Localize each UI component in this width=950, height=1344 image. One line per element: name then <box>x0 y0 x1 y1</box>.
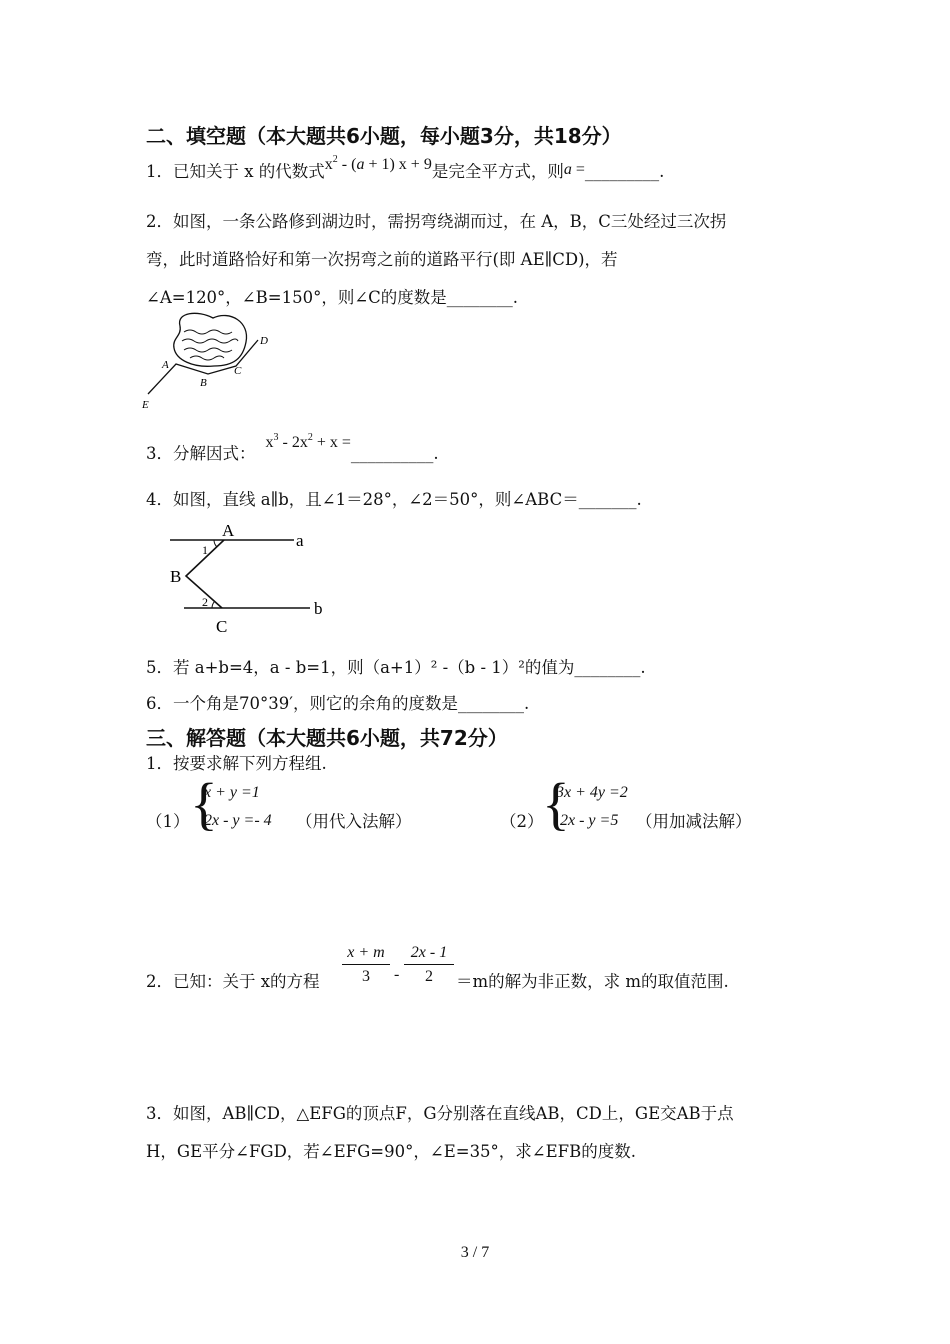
q2-1-expression: $x^2 - (a + 1) x + 9$ <box>324 154 432 173</box>
s3-q1-part1-method: （用代入法解） <box>296 812 412 831</box>
s3-q1-part2-label: （2） <box>500 812 544 831</box>
parallel-lines-figure <box>166 516 336 640</box>
lake-wave-1 <box>184 330 232 334</box>
q2-2-line1: 2．如图，一条公路修到湖边时，需拐弯绕湖而过，在 A，B，C三处经过三次拐 <box>146 212 727 231</box>
system-2-brace: { <box>542 771 570 836</box>
label-e: E <box>142 399 149 411</box>
lake-wave-3 <box>184 348 232 352</box>
q2-4-text: 4．如图，直线 a∥b，且∠1＝28°，∠2＝50°，则∠ABC＝_______. <box>146 490 642 509</box>
page-number: 3 / 7 <box>460 1244 490 1261</box>
lake-wave-2 <box>182 339 238 343</box>
q2-3-expression: $x^3 - 2x^2 + x$ = <box>265 432 351 451</box>
fraction-1: $\frac{x + m}{3}$ <box>342 942 390 989</box>
label-d: D <box>260 335 268 347</box>
q2-1: 1．已知关于 x 的代数式$x^2 - (a + 1) x + 9$是完全平方式，则a =_________. <box>146 154 665 181</box>
system-1-eq1: x + y =1 <box>204 784 260 801</box>
s3-q1-part1-label: （1） <box>146 812 190 831</box>
q2-1-number: 1． <box>146 162 173 181</box>
q2-3 <box>146 432 439 464</box>
q2-1-text-a: 已知关于 x 的代数式 <box>173 162 325 181</box>
lake-road-figure <box>138 308 278 414</box>
lake-wave-4 <box>190 356 224 360</box>
s3-q1-part2-method: （用加减法解） <box>636 812 752 831</box>
s3-q3-line1: 3．如图，AB∥CD，△EFG的顶点F，G分别落在直线AB，CD上，GE交AB于点 <box>146 1104 734 1123</box>
s3-q2-text-a: 2．已知：关于 x的方程 <box>146 972 320 991</box>
label-angle-2: 2 <box>202 595 208 609</box>
q2-1-text-b: 是完全平方式，则 <box>431 162 564 181</box>
q2-6-text: 6．一个角是70°39′，则它的余角的度数是________. <box>146 694 530 713</box>
label-b: B <box>200 377 207 389</box>
system-1-brace: { <box>190 771 218 836</box>
s3-q1-text: 1．按要求解下列方程组. <box>146 754 327 773</box>
section-3-title: 三、解答题（本大题共6小题，共72分） <box>146 726 508 750</box>
label-C: C <box>216 617 228 636</box>
s3-q3-line2: H，GE平分∠FGD，若∠EFG=90°，∠E=35°，求∠EFB的度数. <box>146 1142 636 1161</box>
label-B: B <box>170 567 182 586</box>
q2-2-line2: 弯，此时道路恰好和第一次拐弯之前的道路平行(即 AE∥CD)，若 <box>146 250 618 269</box>
system-1-eq2: 2x - y =- 4 <box>204 812 272 829</box>
section-2-title: 二、填空题（本大题共6小题，每小题3分，共18分） <box>146 124 622 148</box>
label-line-b: b <box>314 599 323 618</box>
fraction-2: $\frac{2x - 1}{2}$ <box>404 942 454 989</box>
fraction-minus: - <box>394 966 400 983</box>
angle-2-arc <box>212 601 215 608</box>
q2-3-text: 3．分解因式： <box>146 444 256 463</box>
label-a: A <box>162 359 169 371</box>
label-A: A <box>222 521 235 540</box>
q2-2-line3: ∠A=120°，∠B=150°，则∠C的度数是________. <box>146 288 519 307</box>
q2-1-blank: _________. <box>584 162 665 181</box>
label-c: C <box>234 365 242 377</box>
label-line-a: a <box>296 531 304 550</box>
label-angle-1: 1 <box>202 543 208 557</box>
system-2-eq1: 3x + 4y =2 <box>556 784 628 801</box>
s3-q2-text-b: ＝m的解为非正数，求 m的取值范围. <box>456 972 729 991</box>
q2-5-text: 5．若 a+b=4，a - b=1，则（a+1）² -（b - 1）²的值为________. <box>146 658 646 677</box>
system-2-eq2: 2x - y =5 <box>560 812 619 829</box>
angle-1-arc <box>214 540 217 547</box>
q2-3-blank: __________. <box>350 444 439 463</box>
